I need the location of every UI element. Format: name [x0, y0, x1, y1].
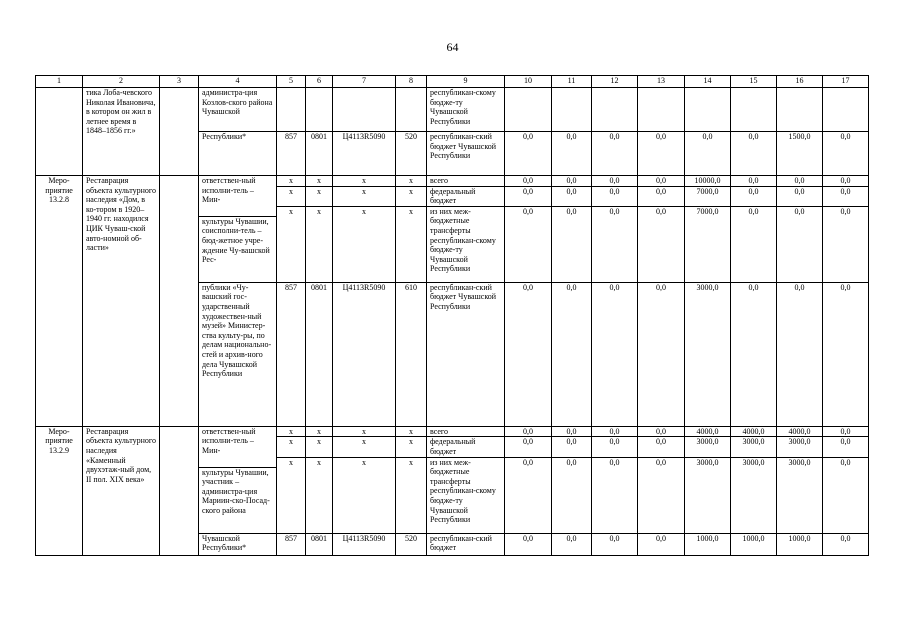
- table-cell: x: [333, 426, 396, 437]
- table-cell: 0,0: [638, 533, 685, 555]
- table-cell: x: [277, 426, 306, 437]
- column-header: 6: [306, 76, 333, 88]
- cell-executor: администра-ция Козлов-ского района Чувашской: [199, 88, 277, 132]
- table-cell: 0,0: [731, 132, 777, 176]
- cell-empty: [160, 426, 199, 555]
- column-header: 13: [638, 76, 685, 88]
- table-cell: 0,0: [505, 206, 552, 282]
- cell-empty: [160, 88, 199, 176]
- table-cell: 0,0: [505, 176, 552, 187]
- column-header: 16: [777, 76, 823, 88]
- table-cell: 0,0: [505, 282, 552, 426]
- table-cell: 520: [396, 132, 427, 176]
- table-cell: 857: [277, 533, 306, 555]
- table-cell: x: [396, 206, 427, 282]
- table-cell: 0,0: [823, 132, 869, 176]
- table-cell: 0,0: [592, 282, 638, 426]
- cell-event: [36, 88, 83, 176]
- table-cell: Ц4113R5090: [333, 282, 396, 426]
- column-header: 14: [685, 76, 731, 88]
- table-cell: из них меж-бюджетные трансферты республикан-скому бюдже-ту Чувашской Республики: [427, 206, 505, 282]
- table-cell: x: [306, 437, 333, 457]
- table-cell: [277, 88, 306, 132]
- table-cell: 0,0: [505, 533, 552, 555]
- column-header: 15: [731, 76, 777, 88]
- table-cell: 3000,0: [685, 282, 731, 426]
- table-cell: 520: [396, 533, 427, 555]
- table-cell: 0,0: [638, 132, 685, 176]
- table-cell: x: [277, 457, 306, 533]
- cell-object: тика Лоба-чевского Николая Ивановича, в котором он жил в летнее время в 1848–1856 гг.»: [83, 88, 160, 176]
- table-cell: 0801: [306, 282, 333, 426]
- table-cell: 0,0: [823, 282, 869, 426]
- cell-event-id: Меро-приятие 13.2.9: [36, 426, 83, 555]
- cell-source: республикан-ский бюджет Чувашской Республики: [427, 132, 505, 176]
- table-cell: 0,0: [731, 186, 777, 206]
- table-cell: 0,0: [823, 186, 869, 206]
- cell-executor: публики «Чу-вашский гос-ударственный художествен-ный музей» Министер-ства культу-ры, по делам национально-стей и архив-ного дела Чувашской Республики: [199, 282, 277, 426]
- table-cell: x: [396, 457, 427, 533]
- table-cell: 3000,0: [685, 457, 731, 533]
- table-cell: 0,0: [638, 426, 685, 437]
- table-cell: 0,0: [638, 457, 685, 533]
- table-cell: 0,0: [552, 437, 592, 457]
- column-header: 5: [277, 76, 306, 88]
- table-cell: 4000,0: [685, 426, 731, 437]
- table-cell: x: [396, 437, 427, 457]
- header-row: [36, 76, 869, 88]
- column-header: 7: [333, 76, 396, 88]
- table-cell: 0801: [306, 533, 333, 555]
- column-header: 2: [83, 76, 160, 88]
- table-cell: x: [306, 206, 333, 282]
- table-cell: 0,0: [505, 132, 552, 176]
- table-cell: 0,0: [552, 282, 592, 426]
- table-cell: 3000,0: [777, 457, 823, 533]
- column-header: 8: [396, 76, 427, 88]
- table-cell: 0,0: [638, 206, 685, 282]
- table-cell: 0,0: [552, 132, 592, 176]
- table-cell: x: [333, 186, 396, 206]
- column-header: 1: [36, 76, 83, 88]
- table-cell: 0,0: [823, 437, 869, 457]
- cell-executor: ответствен-ный исполни-тель – Мин-: [199, 426, 277, 467]
- table-cell: Ц4113R5090: [333, 533, 396, 555]
- table-cell: x: [306, 186, 333, 206]
- table-cell: x: [306, 426, 333, 437]
- table-cell: 3000,0: [731, 437, 777, 457]
- table-cell: [638, 88, 685, 132]
- table-cell: x: [306, 457, 333, 533]
- table-cell: 0,0: [592, 206, 638, 282]
- table-cell: 0,0: [823, 176, 869, 187]
- table-cell: 3000,0: [777, 437, 823, 457]
- table-cell: x: [333, 457, 396, 533]
- cell-object: Реставрация объекта культурного наследия «Каменный двухэтаж-ный дом, II пол. XIX века»: [83, 426, 160, 555]
- table-cell: 857: [277, 282, 306, 426]
- table-cell: x: [306, 176, 333, 187]
- table-cell: 3000,0: [731, 457, 777, 533]
- table-cell: 0,0: [505, 186, 552, 206]
- cell-executor: Республики*: [199, 132, 277, 176]
- table-cell: 0,0: [823, 426, 869, 437]
- table-cell: республикан-ский бюджет: [427, 533, 505, 555]
- table-cell: 0,0: [638, 186, 685, 206]
- table-cell: 0,0: [592, 457, 638, 533]
- table-cell: 1000,0: [731, 533, 777, 555]
- table-cell: 0,0: [638, 282, 685, 426]
- table-cell: 7000,0: [685, 206, 731, 282]
- table-cell: 0,0: [592, 176, 638, 187]
- table-row: [36, 176, 869, 187]
- table-cell: всего: [427, 176, 505, 187]
- table-cell: x: [277, 176, 306, 187]
- table-cell: 0,0: [777, 282, 823, 426]
- table-cell: [306, 88, 333, 132]
- table-cell: всего: [427, 426, 505, 437]
- table-cell: [777, 88, 823, 132]
- table-cell: x: [396, 186, 427, 206]
- table-cell: 0,0: [552, 533, 592, 555]
- column-header: 3: [160, 76, 199, 88]
- table-cell: 0,0: [552, 426, 592, 437]
- table-cell: 0,0: [731, 176, 777, 187]
- table-cell: 0,0: [685, 132, 731, 176]
- table-cell: 3000,0: [685, 437, 731, 457]
- table-cell: x: [277, 186, 306, 206]
- table-cell: 0801: [306, 132, 333, 176]
- table-row: [36, 88, 869, 132]
- table-cell: 0,0: [552, 206, 592, 282]
- column-header: 4: [199, 76, 277, 88]
- table-cell: 0,0: [731, 206, 777, 282]
- table-cell: федеральный бюджет: [427, 437, 505, 457]
- table-cell: 0,0: [592, 186, 638, 206]
- column-header: 10: [505, 76, 552, 88]
- table-cell: Ц4113R5090: [333, 132, 396, 176]
- table-cell: x: [396, 426, 427, 437]
- cell-executor: культуры Чувашии, соисполни-тель – бюд-жетное учре-ждение Чу-вашской Рес-: [199, 216, 277, 282]
- column-header: 12: [592, 76, 638, 88]
- table-cell: 0,0: [592, 426, 638, 437]
- table-cell: 857: [277, 132, 306, 176]
- table-cell: x: [396, 176, 427, 187]
- table-cell: [552, 88, 592, 132]
- table-cell: 0,0: [592, 437, 638, 457]
- table-cell: [505, 88, 552, 132]
- table-cell: [685, 88, 731, 132]
- table-cell: 610: [396, 282, 427, 426]
- table-cell: 4000,0: [777, 426, 823, 437]
- table-cell: 0,0: [552, 186, 592, 206]
- table-cell: 10000,0: [685, 176, 731, 187]
- table-cell: республикан-ский бюджет Чувашской Республики: [427, 282, 505, 426]
- cell-object: Реставрация объекта культурного наследия «Дом, в ко-тором в 1920–1940 гг. находился ЦИК Чуваш-ской авто-номной об-ласти»: [83, 176, 160, 427]
- table-cell: [823, 88, 869, 132]
- column-header: 9: [427, 76, 505, 88]
- table-cell: 0,0: [638, 176, 685, 187]
- table-cell: 0,0: [777, 176, 823, 187]
- table-cell: 0,0: [638, 437, 685, 457]
- table-cell: федеральный бюджет: [427, 186, 505, 206]
- cell-executor: ответствен-ный исполни-тель – Мин-: [199, 176, 277, 217]
- table-cell: из них меж-бюджетные трансферты республикан-скому бюдже-ту Чувашской Республики: [427, 457, 505, 533]
- table-cell: 0,0: [777, 206, 823, 282]
- table-cell: 0,0: [777, 186, 823, 206]
- table-cell: 0,0: [823, 457, 869, 533]
- table-cell: 1000,0: [777, 533, 823, 555]
- table-cell: x: [277, 206, 306, 282]
- table-cell: 0,0: [505, 426, 552, 437]
- table-cell: 1500,0: [777, 132, 823, 176]
- table-cell: 1000,0: [685, 533, 731, 555]
- table-cell: 0,0: [823, 533, 869, 555]
- table-cell: 0,0: [505, 457, 552, 533]
- table-cell: [592, 88, 638, 132]
- table-cell: 0,0: [731, 282, 777, 426]
- table-cell: x: [333, 176, 396, 187]
- table-cell: 4000,0: [731, 426, 777, 437]
- table-cell: [396, 88, 427, 132]
- table-cell: 0,0: [823, 206, 869, 282]
- page-number: 64: [446, 40, 459, 54]
- table-cell: 0,0: [552, 176, 592, 187]
- cell-executor: Чувашской Республики*: [199, 533, 277, 555]
- table-cell: 0,0: [592, 132, 638, 176]
- cell-source: республикан-скому бюдже-ту Чувашской Республики: [427, 88, 505, 132]
- cell-event-id: Меро-приятие 13.2.8: [36, 176, 83, 427]
- budget-table: [35, 75, 869, 556]
- table-cell: x: [277, 437, 306, 457]
- table-cell: 0,0: [505, 437, 552, 457]
- table-cell: x: [333, 437, 396, 457]
- table-cell: [731, 88, 777, 132]
- column-header: 17: [823, 76, 869, 88]
- table-cell: 0,0: [592, 533, 638, 555]
- table-row: [36, 426, 869, 437]
- column-header: 11: [552, 76, 592, 88]
- table-cell: x: [333, 206, 396, 282]
- cell-empty: [160, 176, 199, 427]
- table-cell: 7000,0: [685, 186, 731, 206]
- table-cell: 0,0: [552, 457, 592, 533]
- cell-executor: культуры Чувашии, участник – администра-ция Мариин-ско-Посад-ского района: [199, 467, 277, 533]
- table-cell: [333, 88, 396, 132]
